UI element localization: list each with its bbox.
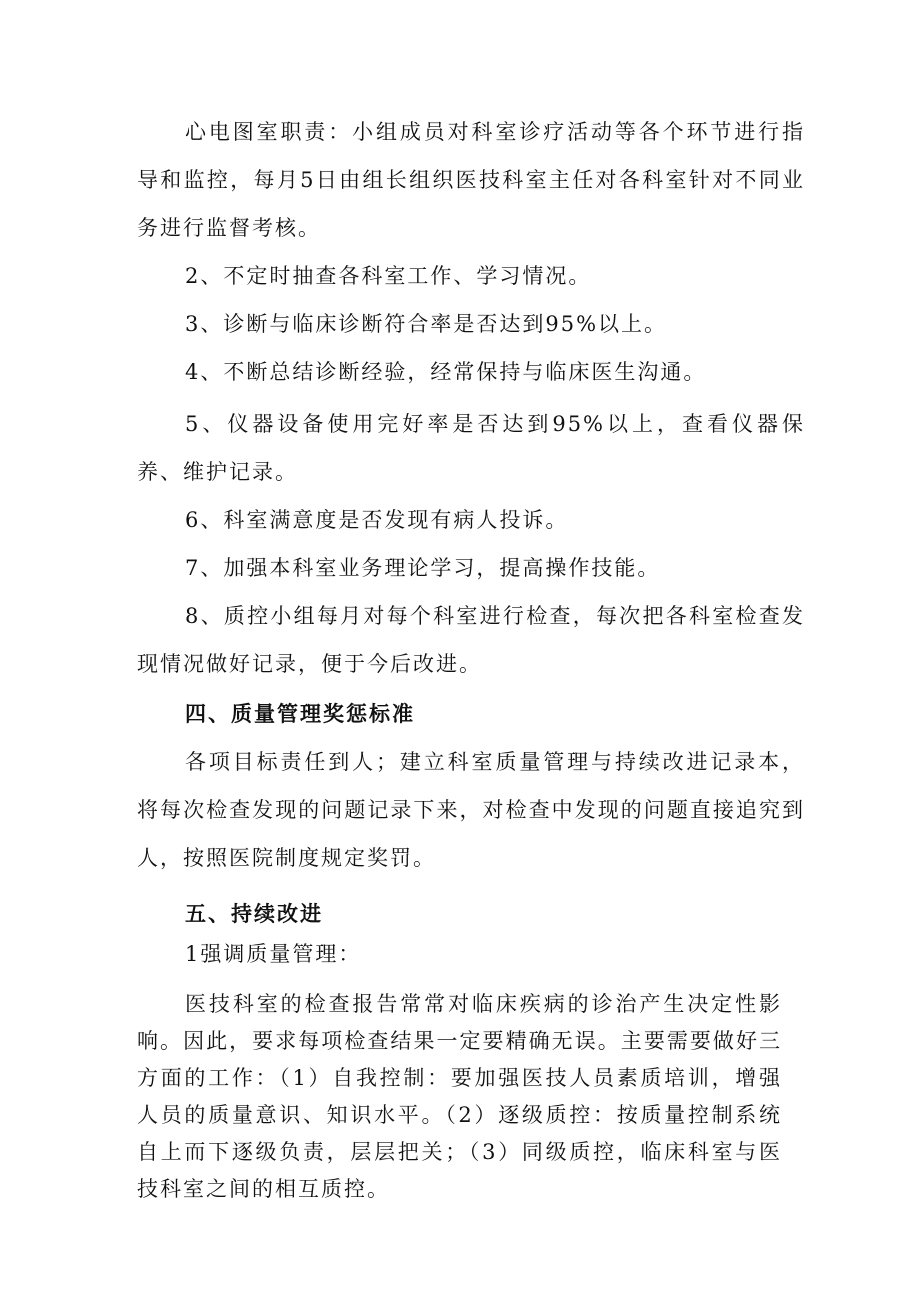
paragraph-section-4-body: 各项目标责任到人；建立科室质量管理与持续改进记录本，将每次检查发现的问题记录下来，对检查中发现的问题直接追究到人，按照医院制度规定奖罚。 <box>137 750 805 870</box>
paragraph-item-2: 2、不定时抽查各科室工作、学习情况。 <box>185 264 592 288</box>
section-heading-4: 四、质量管理奖惩标准 <box>185 701 415 726</box>
paragraph-item-3: 3、诊断与临床诊断符合率是否达到95%以上。 <box>185 312 668 336</box>
paragraph-item-6: 6、科室满意度是否发现有病人投诉。 <box>185 508 569 532</box>
paragraph-item-7: 7、加强本科室业务理论学习，提高操作技能。 <box>185 556 661 580</box>
paragraph-item-5: 5、仪器设备使用完好率是否达到95%以上，查看仪器保养、维护记录。 <box>137 412 805 484</box>
section-heading-5: 五、持续改进 <box>185 901 323 926</box>
section-5-subheading: 1强调质量管理： <box>185 942 362 966</box>
paragraph-item-4: 4、不断总结诊断经验，经常保持与临床医生沟通。 <box>185 360 707 384</box>
paragraph-ecg-duties: 心电图室职责：小组成员对科室诊疗活动等各个环节进行指导和监控，每月5日由组长组织医技科室主任对各科室针对不同业务进行监督考核。 <box>137 120 805 240</box>
paragraph-section-5-body: 医技科室的检查报告常常对临床疾病的诊治产生决定性影响。因此，要求每项检查结果一定要精确无误。主要需要做好三方面的工作：（1）自我控制：要加强医技人员素质培训，增强人员的质量意识、知识水平。（2）逐级质控：按质量控制系统自上而下逐级负责，层层把关；（3）同级质控，临床科室与医技科室之间的相互质控。 <box>137 992 782 1201</box>
paragraph-item-8: 8、质控小组每月对每个科室进行检查，每次把各科室检查发现情况做好记录，便于今后改进。 <box>137 604 805 676</box>
